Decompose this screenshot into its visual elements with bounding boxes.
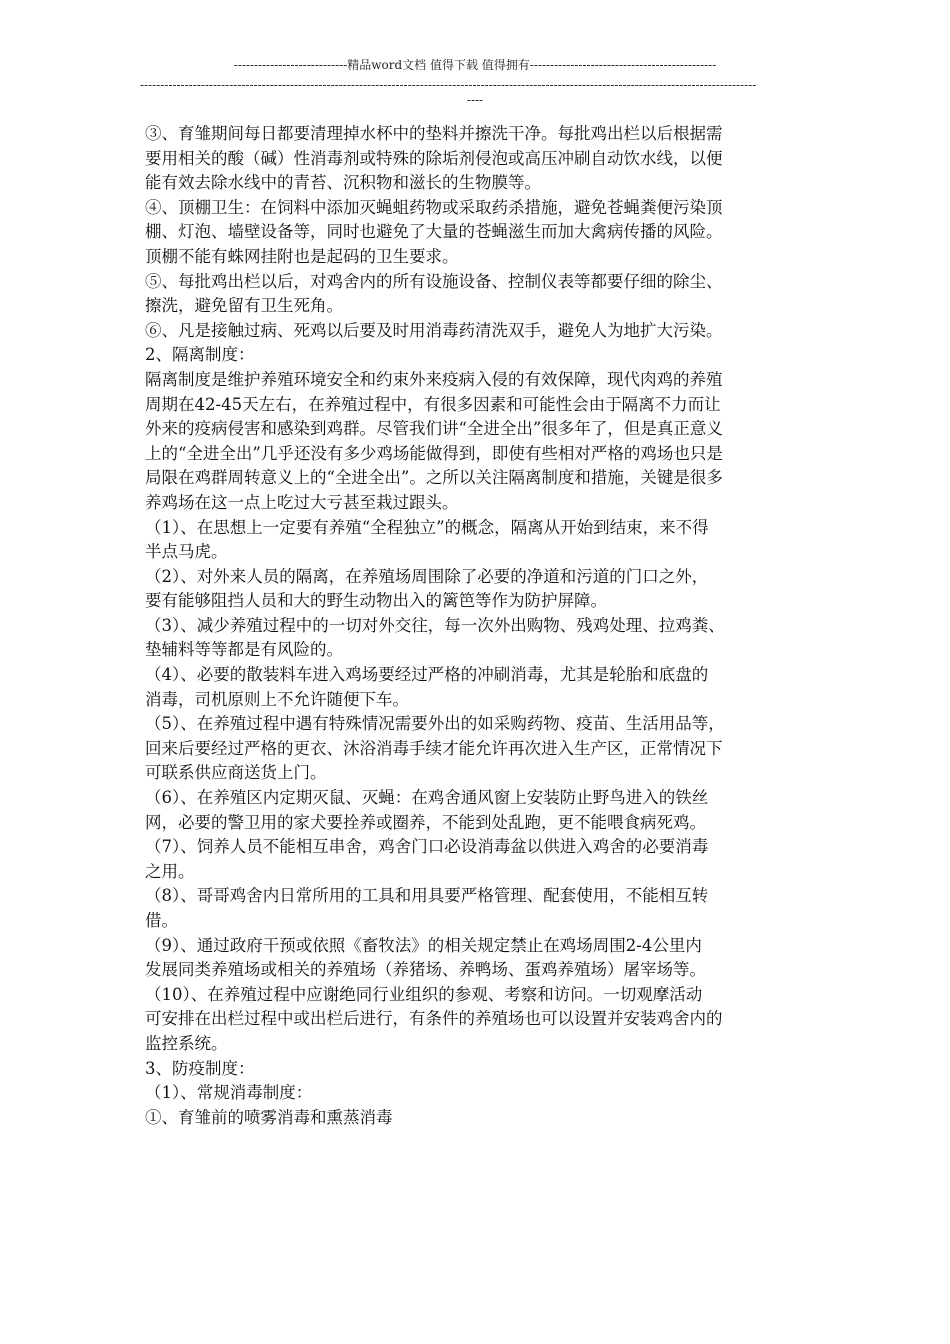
text-line: ⑥、凡是接触过病、死鸡以后要及时用消毒药清洗双手，避免人为地扩大污染。 bbox=[145, 320, 723, 340]
text-line: 顶棚不能有蛛网挂附也是起码的卫生要求。 bbox=[145, 246, 459, 266]
text-line: 可联系供应商送货上门。 bbox=[145, 763, 327, 783]
text-line: 之用。 bbox=[145, 861, 195, 881]
text-line: （2）、对外来人员的隔离，在养殖场周围除了必要的净道和污道的门口之外， bbox=[145, 566, 709, 586]
text-line: 借。 bbox=[145, 911, 178, 930]
text-line: 消毒，司机原则上不允许随便下车。 bbox=[145, 689, 409, 709]
text-line: 发展同类养殖场或相关的养殖场（养猪场、养鸭场、蛋鸡养殖场）屠宰场等。 bbox=[145, 960, 706, 980]
text-line: 外来的疫病侵害和感染到鸡群。尽管我们讲“全进全出”很多年了，但是真正意义 bbox=[145, 419, 723, 439]
section-heading: 3、防疫制度： bbox=[145, 1058, 255, 1078]
text-line: 局限在鸡群周转意义上的“全进全出”。之所以关注隔离制度和措施，关键是很多 bbox=[145, 468, 723, 488]
text-line: 半点马虎。 bbox=[145, 542, 228, 562]
text-line: （10）、在养殖过程中应谢绝同行业组织的参观、考察和访问。一切观摩活动 bbox=[145, 984, 703, 1004]
text-line: 擦洗，避免留有卫生死角。 bbox=[145, 296, 343, 316]
text-line: （4）、必要的散装料车进入鸡场要经过严格的冲刷消毒，尤其是轮胎和底盘的 bbox=[145, 665, 709, 685]
text-line: （6）、在养殖区内定期灭鼠、灭蝇：在鸡舍通风窗上安装防止野鸟进入的铁丝 bbox=[145, 788, 709, 808]
text-line: 垫辅料等等都是有风险的。 bbox=[145, 640, 343, 660]
document-body bbox=[145, 122, 815, 1130]
text-line: （7）、饲养人员不能相互串舍，鸡舍门口必设消毒盆以供进入鸡舍的必要消毒 bbox=[145, 837, 709, 857]
text-line: 隔离制度是维护养殖环境安全和约束外来疫病入侵的有效保障，现代肉鸡的养殖 bbox=[145, 369, 723, 389]
text-line: ⑤、每批鸡出栏以后，对鸡舍内的所有设施设备、控制仪表等都要仔细的除尘、 bbox=[145, 271, 723, 291]
text-line: （1）、常规消毒制度： bbox=[145, 1083, 313, 1103]
section-heading: 2、隔离制度： bbox=[145, 345, 255, 365]
text-line: ③、育雏期间每日都要清理掉水杯中的垫料并擦洗干净。每批鸡出栏以后根据需 bbox=[145, 124, 723, 143]
text-line: （9）、通过政府干预或依照《畜牧法》的相关规定禁止在鸡场周围2-4公里内 bbox=[145, 935, 702, 955]
text-line: （3）、减少养殖过程中的一切对外交往，每一次外出购物、残鸡处理、拉鸡粪、 bbox=[145, 615, 725, 635]
text-line: 棚、灯泡、墙壁设备等，同时也避免了大量的苍蝇滋生而加大禽病传播的风险。 bbox=[145, 222, 723, 242]
text-line: 养鸡场在这一点上吃过大亏甚至栽过跟头。 bbox=[145, 492, 459, 512]
text-line: （8）、哥哥鸡舍内日常所用的工具和用具要严格管理、配套使用，不能相互转 bbox=[145, 886, 709, 906]
text-line: 监控系统。 bbox=[145, 1033, 228, 1053]
text-line: （5）、在养殖过程中遇有特殊情况需要外出的如采购药物、疫苗、生活用品等， bbox=[145, 714, 725, 734]
text-line: 能有效去除水线中的青苔、沉积物和滋长的生物膜等。 bbox=[145, 173, 541, 193]
text-line: ①、育雏前的喷雾消毒和熏蒸消毒 bbox=[145, 1107, 393, 1127]
text-line: 周期在42-45天左右，在养殖过程中，有很多因素和可能性会由于隔离不力而让 bbox=[145, 394, 721, 414]
header-line-1: ----------------------------精品word文档 值得下载 值得拥有---------------------------------------------- bbox=[233, 58, 717, 72]
text-line: （1）、在思想上一定要有养殖“全程独立”的概念，隔离从开始到结束，来不得 bbox=[145, 517, 709, 537]
text-line: 上的“全进全出”几乎还没有多少鸡场能做得到，即使有些相对严格的鸡场也只是 bbox=[145, 443, 723, 463]
text-line: ④、顶棚卫生：在饲料中添加灭蝇蛆药物或采取药杀措施，避免苍蝇粪便污染顶 bbox=[145, 197, 723, 217]
text-line: 要用相关的酸（碱）性消毒剂或特殊的除垢剂侵泡或高压冲刷自动饮水线，以便 bbox=[145, 148, 723, 168]
text-line: 回来后要经过严格的更衣、沐浴消毒手续才能允许再次进入生产区，正常情况下 bbox=[145, 738, 723, 758]
text-line: 网，必要的警卫用的家犬要拴养或圈养，不能到处乱跑，更不能喂食病死鸡。 bbox=[145, 812, 706, 832]
text-line: 可安排在出栏过程中或出栏后进行，有条件的养殖场也可以设置并安装鸡舍内的 bbox=[145, 1009, 723, 1029]
header-line-2: -------------------------------------------------------------------------------------------------------------------------------------------------------- bbox=[140, 78, 757, 92]
text-line: 要有能够阻挡人员和大的野生动物出入的篱笆等作为防护屏障。 bbox=[145, 591, 607, 611]
header-line-3: ---- bbox=[466, 93, 484, 107]
